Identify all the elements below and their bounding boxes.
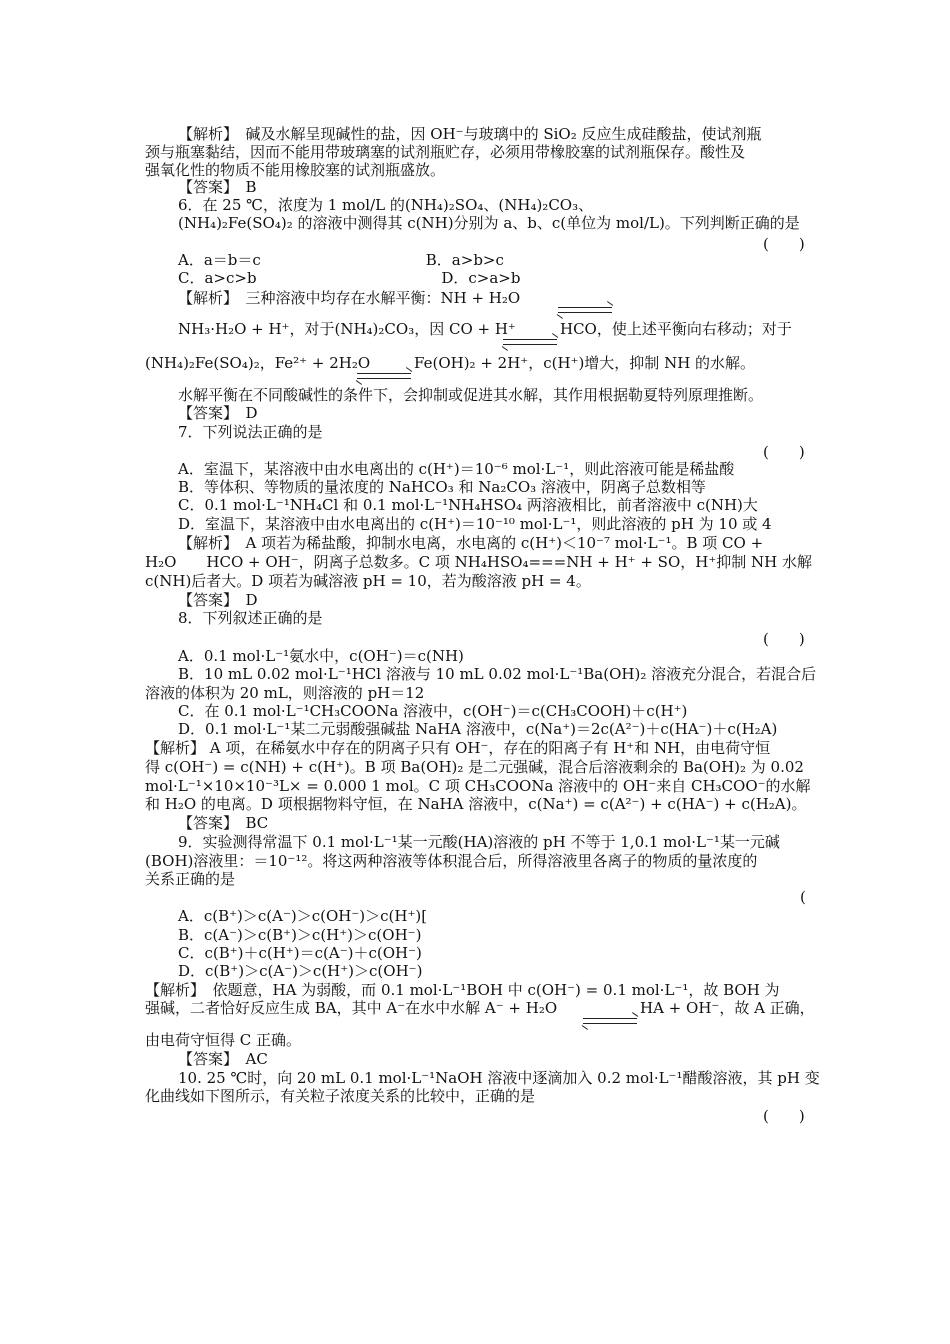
text-line: 和 H₂O 的电离。D 项根据物料守恒，在 NaHA 溶液中，c(Na⁺) = c(A²⁻) + c(HA⁻) + c(H₂A)。 — [145, 795, 807, 813]
equilibrium-arrow-icon — [357, 372, 411, 380]
text-line: D．c(B⁺)＞c(A⁻)＞c(H⁺)＞c(OH⁻) — [178, 962, 423, 980]
text-line: 水解平衡在不同酸碱性的条件下，会抑制或促进其水解，其作用根据勒夏特列原理推断。 — [178, 386, 764, 404]
text-line: 【解析】 A 项，在稀氨水中存在的阴离子只有 OH⁻，存在的阳离子有 H⁺和 NH，由电荷守恒 — [145, 739, 771, 757]
text-line: 【答案】 BC — [178, 814, 269, 832]
text-line: Fe(OH)₂ + 2H⁺，c(H⁺)增大，抑制 NH 的水解。 — [414, 354, 756, 372]
text-line: 10. 25 ℃时，向 20 mL 0.1 mol·L⁻¹NaOH 溶液中逐滴加入 0.2 mol·L⁻¹醋酸溶液，其 pH 变 — [178, 1069, 820, 1087]
text-line: A．0.1 mol·L⁻¹氨水中，c(OH⁻)＝c(NH) — [178, 647, 464, 665]
text-line: 【解析】 碱及水解呈现碱性的盐，因 OH⁻与玻璃中的 SiO₂ 反应生成硅酸盐，使试剂瓶 — [178, 125, 762, 143]
equilibrium-arrow-icon — [583, 1017, 637, 1025]
text-line: 【答案】 D — [178, 404, 258, 422]
text-line: NH₃·H₂O + H⁺，对于(NH₄)₂CO₃，因 CO + H⁺ — [178, 320, 516, 338]
answer-bracket: ( — [800, 888, 806, 906]
text-line: 6．在 25 ℃，浓度为 1 mol/L 的(NH₄)₂SO₄、(NH₄)₂CO₃、 — [178, 196, 594, 214]
text-line: D．0.1 mol·L⁻¹某二元弱酸强碱盐 NaHA 溶液中，c(Na⁺)＝2c(A²⁻)＋c(HA⁻)＋c(H₂A) — [178, 720, 778, 738]
text-line: 【答案】 D — [178, 591, 258, 609]
answer-bracket: ( ) — [763, 1107, 805, 1125]
text-line: 溶液的体积为 20 mL，则溶液的 pH＝12 — [145, 684, 425, 702]
text-line: 得 c(OH⁻) = c(NH) + c(H⁺)。B 项 Ba(OH)₂ 是二元强碱，混合后溶液剩余的 Ba(OH)₂ 为 0.02 — [145, 758, 804, 776]
text-line: A．室温下，某溶液中由水电离出的 c(H⁺)＝10⁻⁶ mol·L⁻¹，则此溶液可能是稀盐酸 — [178, 460, 735, 478]
text-line: B．等体积、等物质的量浓度的 NaHCO₃ 和 Na₂CO₃ 溶液中，阴离子总数相等 — [178, 478, 706, 496]
text-line: 【解析】 依题意，HA 为弱酸，而 0.1 mol·L⁻¹BOH 中 c(OH⁻) = 0.1 mol·L⁻¹，故 BOH 为 — [145, 981, 780, 999]
text-line: mol·L⁻¹×10×10⁻³L× = 0.000 1 mol。C 项 CH₃COONa 溶液中的 OH⁻来自 CH₃COO⁻的水解 — [145, 777, 811, 795]
text-line: 颈与瓶塞黏结，因而不能用带玻璃塞的试剂瓶贮存，必须用带橡胶塞的试剂瓶保存。酸性及 — [145, 143, 746, 161]
text-line: 强氧化性的物质不能用橡胶塞的试剂瓶盛放。 — [145, 161, 446, 179]
text-line: C．在 0.1 mol·L⁻¹CH₃COONa 溶液中，c(OH⁻)＝c(CH₃COOH)＋c(H⁺) — [178, 702, 688, 720]
text-line: (NH₄)₂Fe(SO₄)₂ 的溶液中测得其 c(NH)分别为 a、b、c(单位为 mol/L)。下列判断正确的是 — [178, 214, 800, 232]
answer-bracket: ( ) — [763, 630, 805, 648]
text-line: B．c(A⁻)＞c(B⁺)＞c(H⁺)＞c(OH⁻) — [178, 926, 422, 944]
text-line: 关系正确的是 — [145, 870, 236, 888]
equilibrium-arrow-icon — [558, 306, 612, 314]
text-line: c(NH)后者大。D 项若为碱溶液 pH = 10，若为酸溶液 pH = 4。 — [145, 572, 591, 590]
text-line: B．10 mL 0.02 mol·L⁻¹HCl 溶液与 10 mL 0.02 mol·L⁻¹Ba(OH)₂ 溶液充分混合，若混合后 — [178, 665, 817, 683]
answer-bracket: ( ) — [763, 443, 805, 461]
text-line: 化曲线如下图所示，有关粒子浓度关系的比较中，正确的是 — [145, 1087, 536, 1105]
answer-bracket: ( ) — [763, 235, 805, 253]
text-line: (BOH)溶液里：＝10⁻¹²。将这两种溶液等体积混合后，所得溶液里各离子的物质的量浓度的 — [145, 852, 758, 870]
text-line: D．室温下，某溶液中由水电离出的 c(H⁺)＝10⁻¹⁰ mol·L⁻¹，则此溶液的 pH 为 10 或 4 — [178, 515, 772, 533]
text-line: 强碱，二者恰好反应生成 BA，其中 A⁻在水中水解 A⁻ + H₂O — [145, 999, 558, 1017]
text-line: 【解析】 A 项若为稀盐酸，抑制水电离，水电离的 c(H⁺)＜10⁻⁷ mol·L⁻¹。B 项 CO + — [178, 534, 764, 552]
text-line: 9．实验测得常温下 0.1 mol·L⁻¹某一元酸(HA)溶液的 pH 不等于 1,0.1 mol·L⁻¹某一元碱 — [178, 833, 780, 851]
text-line: C．c(B⁺)＋c(H⁺)＝c(A⁻)＋c(OH⁻) — [178, 944, 422, 962]
text-line: (NH₄)₂Fe(SO₄)₂，Fe²⁺ + 2H₂O — [145, 354, 371, 372]
text-line: 7．下列说法正确的是 — [178, 423, 323, 441]
text-line: H₂O HCO + OH⁻，阴离子总数多。C 项 NH₄HSO₄===NH + H⁺ + SO，H⁺抑制 NH 水解 — [145, 553, 812, 571]
text-line: 8．下列叙述正确的是 — [178, 609, 323, 627]
text-line: HCO，使上述平衡向右移动；对于 — [560, 320, 792, 338]
text-line: C．0.1 mol·L⁻¹NH₄Cl 和 0.1 mol·L⁻¹NH₄HSO₄ 两溶液相比，前者溶液中 c(NH)大 — [178, 496, 758, 514]
text-line: 【解析】 三种溶液中均存在水解平衡：NH + H₂O — [178, 289, 521, 307]
text-line: A．a＝b＝c B．a>b>c — [178, 251, 504, 269]
text-line: HA + OH⁻，故 A 正确， — [640, 999, 815, 1017]
text-line: A．c(B⁺)＞c(A⁻)＞c(OH⁻)＞c(H⁺)[ — [178, 907, 428, 925]
text-line: 【答案】 AC — [178, 1050, 268, 1068]
text-line: 由电荷守恒得 C 正确。 — [145, 1031, 302, 1049]
equilibrium-arrow-icon — [503, 338, 557, 346]
text-line: C．a>c>b D．c>a>b — [178, 269, 521, 287]
text-line: 【答案】 B — [178, 178, 257, 196]
